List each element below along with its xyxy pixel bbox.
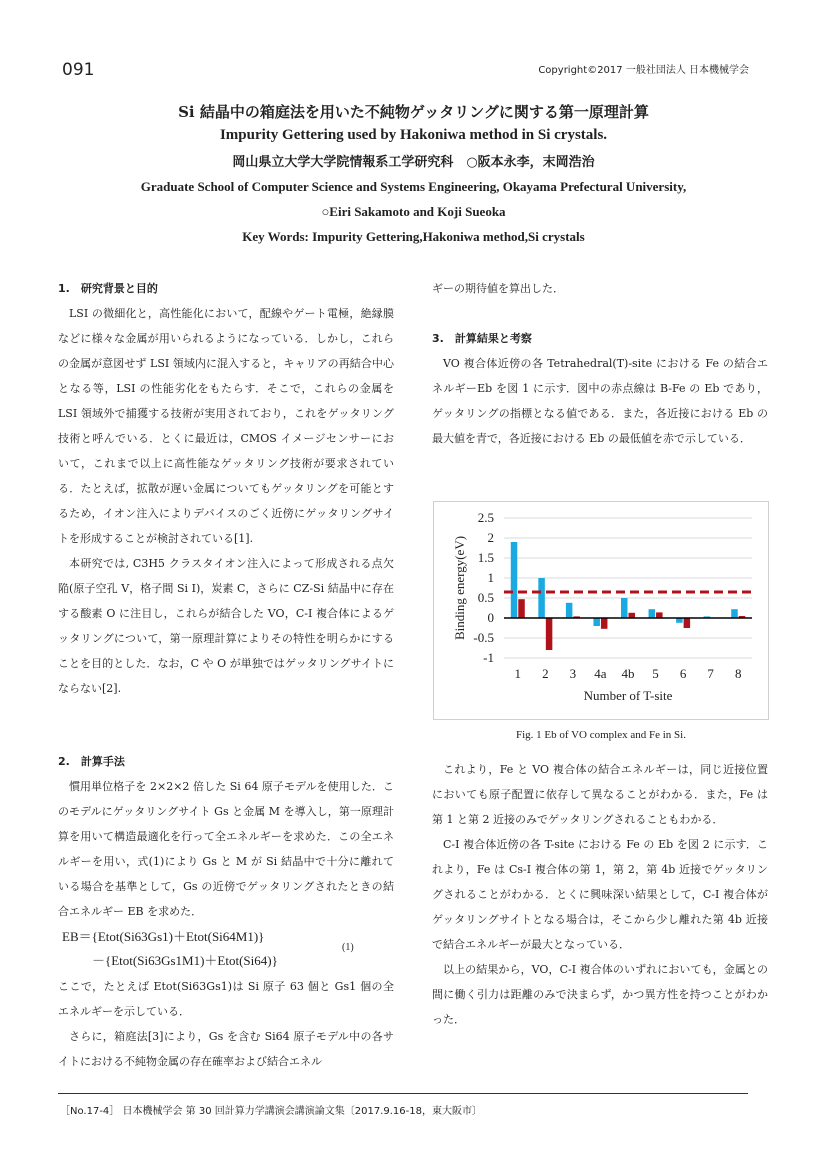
title-english: Impurity Gettering used by Hakoniwa method in Si crystals. — [219, 127, 608, 143]
section-2-paragraph-2: ここで，たとえば Etot(Si63Gs1)は Si 原子 63 個と Gs1 個の全エネルギーを示している． — [58, 980, 394, 1018]
x-tick-label: 4b — [621, 666, 635, 681]
bar — [566, 603, 573, 618]
figure-1-caption: Fig. 1 Eb of VO complex and Fe in Si. — [516, 729, 686, 741]
x-tick-label: 8 — [734, 666, 742, 681]
footer-citation: ［No.17-4］ 日本機械学会 第 30 回計算力学講演会講演論文集〔2017.9.16-18，東大阪市〕 — [60, 1106, 482, 1117]
keywords: Key Words: Impurity Gettering,Hakoniwa method,Si crystals — [242, 229, 585, 244]
bar — [629, 613, 636, 618]
section-1-paragraph-2: 本研究では, C3H5 クラスタイオン注入によって形成される点欠陥(原子空孔 V，格子間 Si I)，炭素 C，さらに CZ-Si 結晶中に存在する酸素 O に注目し，これらが結合した VO，C-I 複合体によるゲッタリングについて，第一原理計算によりその特性を明らかにすることを目的とした．なお，C や O が単独ではゲッタリングサイトにならない[2]. — [58, 557, 394, 695]
section-2-heading: 2. 計算手法 — [58, 755, 125, 768]
y-tick-label: -0.5 — [473, 630, 494, 645]
section-2-paragraph-1: 慣用単位格子を 2×2×2 倍した Si 64 原子モデルを使用した．このモデルにゲッタリングサイト Gs と金属 M を導入し，第一原理計算を用いて構造最適化を行って全エネルギーを求めた．この全エネルギーを用い，式(1)により Gs と M が Si 結晶中で十分に離れている場合を基準として，Gs の近傍でゲッタリングされたときの結合エネルギー EB を求めた． — [58, 780, 394, 918]
x-tick-label: 7 — [707, 666, 714, 681]
bar — [684, 618, 691, 628]
section-3-paragraph-3: C-I 複合体近傍の各 T-site における Fe の Eb を図 2 に示す．これより，Fe は Cs-I 複合体の第 1，第 2，第 4b 近接でゲッタリングされることがわかる．とくに興味深い結果として，C-I 複合体がゲッタリングサイトとなる場合は，そこから少し離れた第 4b 近接で結合エネルギーが最大となっている． — [432, 838, 768, 951]
section-2-continued — [58, 974, 394, 1074]
x-tick-label: 5 — [652, 666, 659, 681]
section-2 — [58, 749, 394, 924]
page-number: 091 — [62, 60, 95, 80]
y-tick-label: -1 — [483, 650, 494, 665]
affiliation-english: Graduate School of Computer Science and Systems Engineering, Okayama Prefectural University, — [140, 179, 687, 194]
section-1-heading: 1. 研究背景と目的 — [58, 282, 158, 295]
y-tick-label: 1 — [487, 570, 494, 585]
equation-line-2: －{Etot(Si63Gs1M1)＋Etot(Si64)} — [92, 953, 278, 968]
section-2-paragraph-3: さらに，箱庭法[3]により，Gs を含む Si64 原子モデル中の各サイトにおける不純物金属の存在確率および結合エネル — [58, 1030, 394, 1068]
title-japanese: Si 結晶中の箱庭法を用いた不純物ゲッタリングに関する第一原理計算 — [178, 103, 649, 121]
x-tick-label: 6 — [679, 666, 687, 681]
y-tick-label: 0.5 — [477, 590, 494, 605]
section-1-paragraph-1: LSI の微細化と，高性能化において，配線やゲート電極，絶縁膜などに様々な金属が用いられるようになっている．しかし，これらの金属が意図せず LSI 領域内に混入すると，キャリアの再結合中心となる等，LSI の性能劣化をもたらす．そこで，これらの金属を LSI 領域外で捕獲する技術が実用されており，これをゲッタリング技術と呼んでいる．とくに最近は，CMOS イメージセンサーにおいて，これまで以上に高性能なゲッタリング技術が要求されている．たとえば，拡散が遅い金属についてもゲッタリングを可能とするため，イオン注入によりデバイスのごく近傍にゲッタリングサイトを形成することが検討されている[1]. — [58, 307, 394, 545]
bar — [656, 612, 663, 618]
y-tick-label: 0 — [487, 610, 494, 625]
bar — [518, 599, 525, 618]
bar — [621, 598, 628, 618]
section-3-heading: 3. 計算結果と考察 — [432, 332, 532, 345]
authors-english: ○Eiri Sakamoto and Koji Sueoka — [321, 204, 506, 219]
bar — [546, 618, 553, 650]
bar-chart-svg — [434, 502, 768, 719]
y-axis-title: Binding energy(eV) — [452, 535, 467, 641]
y-tick-label: 1.5 — [477, 550, 494, 565]
equation-number: (1) — [342, 942, 354, 953]
section-2-end: ギーの期待値を算出した． — [432, 282, 564, 295]
x-tick-label: 3 — [569, 666, 577, 681]
bar — [649, 609, 656, 618]
x-axis-title: Number of T-site — [583, 688, 673, 703]
affiliation-japanese: 岡山県立大学大学院情報系工学研究科 ○阪本永李，末岡浩治 — [232, 155, 595, 170]
section-3-continued — [432, 757, 768, 1032]
figure-1-chart — [433, 501, 769, 720]
section-1 — [58, 276, 394, 701]
copyright-notice: Copyright©2017 一般社団法人 日本機械学会 — [538, 65, 749, 76]
x-tick-label: 2 — [542, 666, 549, 681]
section-3-paragraph-4: 以上の結果から，VO，C-I 複合体のいずれにおいても，金属との間に働く引力は距離のみで決まらず，かつ異方性を持つことがわかった． — [432, 963, 768, 1026]
y-tick-label: 2 — [487, 530, 494, 545]
bar — [601, 618, 608, 629]
y-tick-label: 2.5 — [477, 510, 494, 525]
bar — [593, 618, 600, 626]
x-tick-label: 4a — [594, 666, 607, 681]
footer-divider — [58, 1093, 748, 1094]
x-tick-label: 1 — [514, 666, 522, 681]
equation-line-1: EB＝{Etot(Si63Gs1)＋Etot(Si64M1)} — [62, 929, 265, 944]
right-column-top — [432, 276, 768, 451]
bar — [511, 542, 518, 618]
bar — [538, 578, 545, 618]
section-3-paragraph-2: これより，Fe と VO 複合体の結合エネルギーは，同じ近接位置においても原子配置に依存して異なることがわかる．また，Fe は第 1 と第 2 近接のみでゲッタリングされることもわかる． — [432, 763, 768, 826]
section-3-paragraph-1: VO 複合体近傍の各 Tetrahedral(T)-site における Fe の結合エネルギーEb を図 1 に示す．図中の赤点線は B-Fe の Eb であり，ゲッタリングの指標となる値である．また，各近接における Eb の最大値を青で，各近接における Eb の最低値を赤で示している． — [432, 357, 768, 445]
bar — [731, 609, 738, 618]
